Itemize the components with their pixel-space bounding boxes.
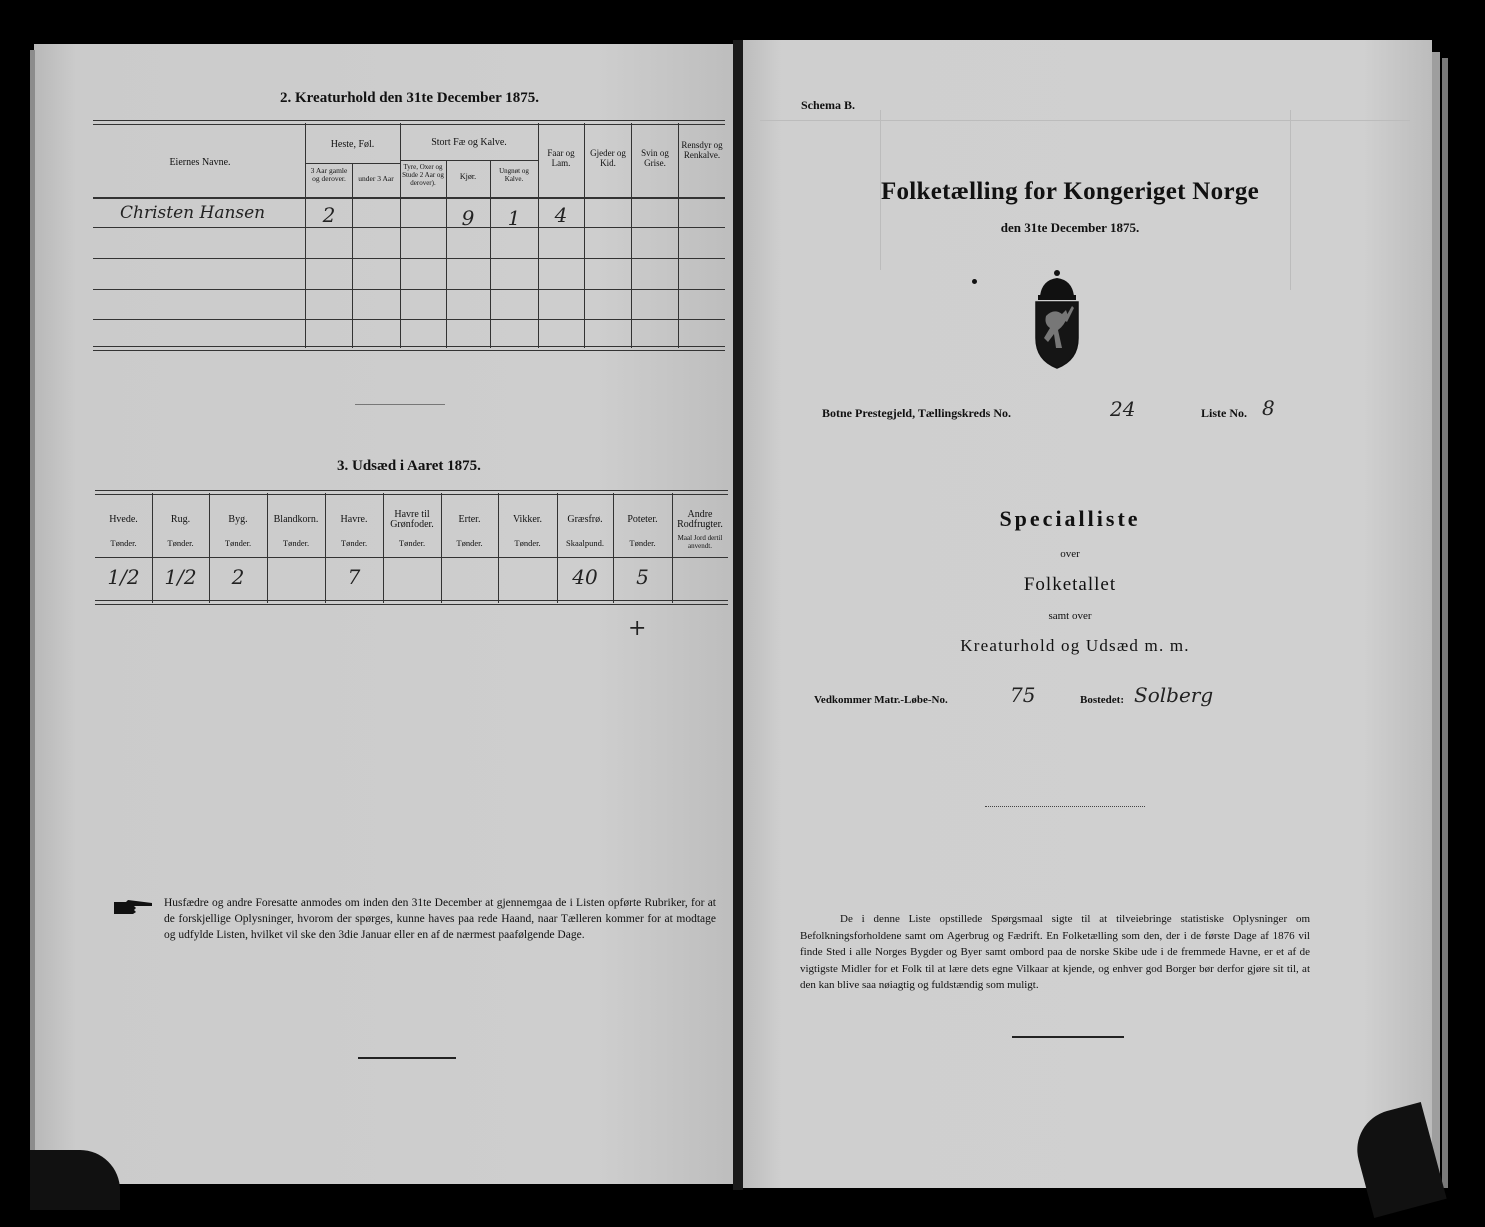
sowing-cell: 40 <box>572 565 598 589</box>
sowing-col-unit: Tønder. <box>282 538 310 548</box>
dot <box>972 279 977 284</box>
sowing-cell: 2 <box>231 565 245 589</box>
livestock-title: 2. Kreaturhold den 31te December 1875. <box>280 90 539 106</box>
sowing-cell: 7 <box>347 565 361 589</box>
schema-label: Schema B. <box>801 98 855 112</box>
horses-group-header: Heste, Føl. <box>330 139 375 150</box>
pointing-hand-icon <box>112 897 154 924</box>
col-horses-young: under 3 Aar <box>358 174 394 183</box>
parish-label: Botne Prestegjeld, Tællingskreds No. <box>822 406 1012 420</box>
bleed-through <box>1290 110 1291 290</box>
list-number: 8 <box>1262 396 1275 420</box>
list-label: Liste No. <box>1201 406 1247 420</box>
page-edge <box>1442 58 1448 1188</box>
sowing-col-unit: Tønder. <box>110 538 137 548</box>
col-sheep: Faar og Lam. <box>547 148 575 168</box>
cell-sheep: 4 <box>554 203 568 227</box>
census-date: den 31te December 1875. <box>1000 220 1140 235</box>
cell-young-cattle: 1 <box>507 206 521 230</box>
sowing-col-header: Blandkorn. <box>273 514 319 525</box>
table-rule <box>267 493 268 603</box>
sowing-cell: 1/2 <box>107 565 140 589</box>
sowing-col-unit: Tønder. <box>629 538 656 548</box>
table-rule <box>490 160 491 348</box>
bostedet-value: Solberg <box>1134 683 1214 707</box>
table-rule <box>400 160 538 161</box>
sowing-col-header: Byg. <box>228 514 248 525</box>
sowing-col-header: Erter. <box>458 514 481 525</box>
left-instruction-note: Husfædre og andre Foresatte anmodes om inden den 31te December at gjennemgaa de i Listen opførte Rubriker, for at de forskjellige Oplysninger, hvorom der spørges, kunne haves paa rede Haand, naar Tælleren kommer for at modtage og udfylde Listen, hvilket vil ske den 3die Januar eller en af de nærmest paafølgende Dage. <box>164 897 716 941</box>
samt-over-label: samt over <box>1048 610 1092 622</box>
sowing-col-header: Havre. <box>340 514 368 525</box>
bleed-through <box>760 120 1410 121</box>
sowing-col-unit: Tønder. <box>224 538 252 548</box>
col-horses-adult: 3 Aar gamle og derover. <box>310 166 348 183</box>
sowing-cell: 5 <box>636 565 649 589</box>
sowing-col-unit: Tønder. <box>398 538 426 548</box>
cattle-group-header: Stort Fæ og Kalve. <box>431 137 507 148</box>
kreaturhold-heading: Kreaturhold og Udsæd m. m. <box>960 636 1190 655</box>
matr-number: 75 <box>1010 683 1036 707</box>
separator <box>1012 1036 1124 1038</box>
sowing-cell: 1/2 <box>164 565 197 589</box>
sowing-col-unit: Tønder. <box>456 538 483 548</box>
sowing-col-header: Rug. <box>170 514 191 525</box>
sowing-title: 3. Udsæd i Aaret 1875. <box>337 458 481 474</box>
table-rule <box>305 123 306 348</box>
bostedet-label: Bostedet: <box>1080 694 1124 706</box>
separator <box>355 404 445 405</box>
col-young-cattle: Ungnøt og Kalve. <box>499 167 529 183</box>
table-rule <box>95 490 728 495</box>
sowing-col-unit: Skaalpund. <box>565 538 604 548</box>
table-rule <box>352 163 353 348</box>
table-rule <box>498 493 499 603</box>
cell-horses-adult: 2 <box>322 203 336 227</box>
sowing-col-unit: Tønder. <box>167 538 194 548</box>
owner-name: Christen Hansen <box>120 203 266 223</box>
sowing-col-header: Vikker. <box>512 514 543 525</box>
matr-label: Vedkommer Matr.-Løbe-No. <box>814 694 948 706</box>
separator <box>985 806 1145 808</box>
sowing-col-unit: Tønder. <box>340 538 368 548</box>
separator <box>358 1057 456 1059</box>
col-goats: Gjeder og Kid. <box>590 148 626 168</box>
coat-of-arms-icon <box>1028 268 1086 377</box>
table-rule <box>446 160 447 348</box>
sowing-col-header: Poteter. <box>627 514 658 525</box>
over-label: over <box>1060 548 1080 560</box>
table-rule <box>400 123 401 348</box>
table-rule <box>538 123 539 348</box>
district-number: 24 <box>1110 397 1136 421</box>
margin-mark: + <box>628 616 647 641</box>
col-cows: Kjør. <box>459 172 477 181</box>
col-pigs: Svin og Grise. <box>641 148 669 168</box>
table-rule <box>678 123 679 348</box>
sowing-col-unit: Tønder. <box>514 538 541 548</box>
table-rule <box>95 600 728 605</box>
col-reindeer: Rensdyr og Renkalve. <box>681 140 723 160</box>
book-spine <box>733 40 743 1190</box>
sowing-col-header: Havre til Grønfoder. <box>390 509 434 530</box>
folketallet-heading: Folketallet <box>1023 574 1117 595</box>
table-rule <box>441 493 442 603</box>
sowing-col-header: Hvede. <box>109 514 138 525</box>
owner-header: Eiernes Navne. <box>169 157 231 168</box>
col-bulls: Tyre, Oxer og Stude 2 Aar og derover). <box>402 163 444 187</box>
table-rule <box>95 557 728 558</box>
page-edge <box>30 50 35 1184</box>
census-title: Folketælling for Kongeriget Norge <box>880 178 1260 205</box>
right-instruction-note: De i denne Liste opstillede Spørgsmaal sigte til at tilveiebringe statistiske Oplysninger om Befolkningsforholdene samt om Agerbrug og Fædrift. En Folketælling som den, der i de første Dage af 1876 vil finde Sted i alle Norges Bygder og Byer samt ombord paa de norske Skibe ude i de fremmede Havne, er et af de vigtigste Midler for et Folk til at lære dets egne Vilkaar at kjende, og enhver god Borger bør derfor gjøre sit til, at den kan blive saa nøiagtig og fuldstændig som muligt. <box>800 913 1310 991</box>
sowing-col-header: Andre Rodfrugter. <box>677 509 723 530</box>
specialliste-heading: Specialliste <box>999 506 1141 531</box>
sowing-col-header: Græsfrø. <box>567 514 603 525</box>
sowing-col-unit: Maal Jord dertil anvendt. <box>677 534 723 550</box>
page-edge <box>1432 52 1440 1190</box>
cell-cows: 9 <box>461 206 475 230</box>
